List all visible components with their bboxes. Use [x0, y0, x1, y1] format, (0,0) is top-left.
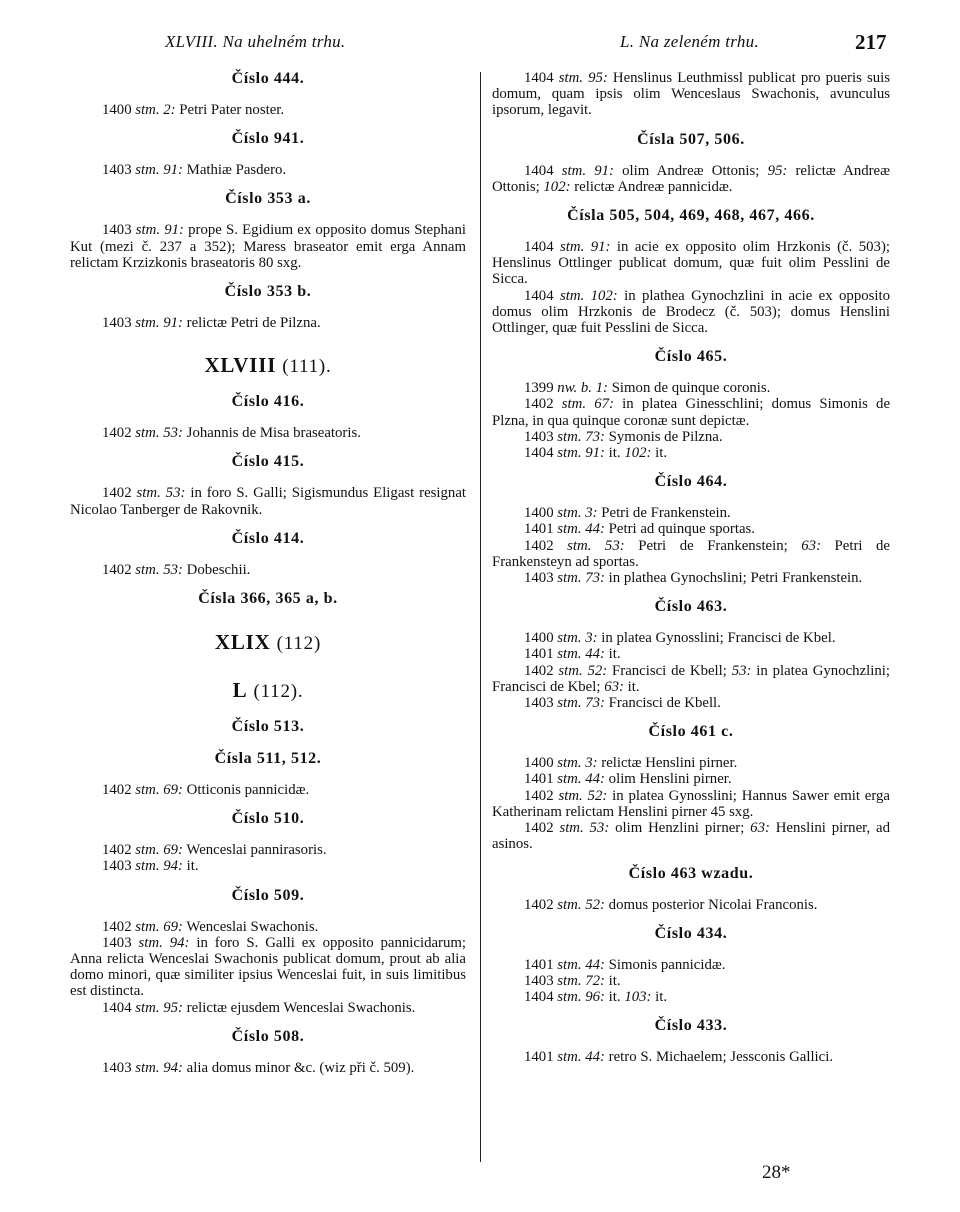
source-reference: stm. 91: [135, 315, 183, 332]
record-entry [492, 570, 890, 586]
record-entry [70, 1000, 466, 1016]
section-heading: Číslo 444. [231, 70, 305, 87]
entry-text: 1402 [102, 425, 136, 442]
entry-text: 1402 [102, 842, 136, 859]
source-reference: stm. 44: [557, 956, 605, 973]
source-reference: stm. 44: [557, 521, 605, 538]
source-reference: stm. 69: [135, 782, 183, 799]
entry-text: it. [651, 989, 668, 1006]
entry-text: Otticonis pannicidæ. [182, 782, 310, 799]
entry-text: relictæ Henslini pirner. [597, 755, 738, 772]
chapter-number: (112) [276, 633, 322, 655]
entry-text: olim Henzlini pirner; [609, 820, 751, 837]
source-reference: 102: [624, 445, 652, 462]
source-reference: stm. 91: [557, 445, 605, 462]
entry-text: relictæ Andreæ Ottonis; [492, 162, 890, 195]
record-entry [492, 646, 890, 662]
entry-text: in acie ex opposito olim Hrzkonis (č. 503); Henslinus Ottlinger publicat domum, quæ fuit olim Pesslini de Sicca. [492, 239, 890, 288]
entry-text: 1402 [524, 896, 558, 913]
entry-text: in plathea Gynochslini; Petri Frankenstein. [604, 570, 863, 587]
section-heading: Číslo 433. [654, 1017, 728, 1035]
entry-block [70, 919, 466, 1016]
entry-text: Johannis de Misa braseatoris. [182, 425, 361, 442]
entry-text: 1403 [102, 1059, 136, 1076]
chapter-heading [70, 678, 466, 704]
entry-text: olim Andreæ Ottonis; [613, 162, 768, 179]
entry-text: retro S. Michaelem; Jessconis Gallici. [604, 1049, 834, 1066]
entry-text: 1401 [524, 956, 558, 973]
source-reference: stm. 94: [138, 934, 190, 951]
entry-text: in platea Gynosslini; Francisci de Kbel. [597, 630, 836, 647]
running-header [0, 30, 960, 54]
entry-text: it. [182, 858, 199, 875]
record-entry [70, 858, 466, 874]
entry-block [492, 630, 890, 711]
record-entry [492, 429, 890, 445]
source-reference: stm. 94: [135, 858, 183, 875]
entry-text: relictæ Andreæ pannicidæ. [570, 178, 733, 195]
entry-block [492, 957, 890, 1006]
record-entry [492, 630, 890, 646]
record-entry [492, 989, 890, 1005]
record-entry [70, 315, 466, 331]
source-reference: nw. b. 1: [557, 380, 608, 397]
running-head-right: L. Na zeleném trhu. [620, 32, 760, 51]
source-reference: stm. 91: [135, 162, 183, 179]
entry-text: Petri de Frankensteyn ad sportas. [492, 537, 891, 570]
record-entry [70, 222, 466, 271]
chapter-roman-numeral: XLVIII [204, 353, 277, 378]
record-entry [492, 239, 890, 288]
section-heading: Číslo 434. [654, 924, 728, 942]
entry-text: 1401 [524, 521, 558, 538]
source-reference: stm. 3: [557, 755, 598, 772]
record-entry [492, 163, 890, 195]
entry-text: 1404 [524, 989, 558, 1006]
entry-text: in platea Gynosslini; Hannus Sawer emit erga Katherinam relictam Henslini pirner 45 sxg. [492, 787, 890, 820]
record-entry [70, 1060, 466, 1076]
entry-text: 1403 [524, 972, 558, 989]
entry-text: in foro S. Galli ex opposito pannicidarum; Anna relicta Wenceslai Swachonis publicat domum, prout ab alia domo minori, quæ similiter ipsius Wenceslai fuit, in suis limitibus est distincta. [70, 934, 466, 1000]
source-reference: stm. 44: [557, 646, 605, 663]
chapter-heading [70, 630, 466, 656]
entry-block [70, 485, 466, 517]
entry-block [70, 782, 466, 798]
chapter-heading [70, 353, 466, 379]
section-heading: Číslo 513. [231, 718, 305, 736]
record-entry [492, 788, 890, 820]
entry-text: Simon de quinque coronis. [608, 380, 771, 397]
entry-block [492, 755, 890, 852]
entry-text: 1402 [524, 537, 568, 554]
entry-text: in plathea Gynochzlini in acie ex opposito domus olim Hrzkonis de Brodecz (č. 503); domus Henslini Ottlinger, quæ fuit Pesslini de Sicca. [492, 287, 890, 337]
entry-text: Dobeschii. [182, 561, 251, 578]
entry-text: 1402 [102, 485, 137, 502]
entry-text: Wenceslai Swachonis. [182, 918, 319, 935]
section-heading: Číslo 416. [231, 393, 305, 411]
entry-block [70, 842, 466, 874]
entry-text: it. [604, 445, 625, 462]
running-head-left: XLVIII. Na uhelném trhu. [165, 32, 346, 51]
chapter-number: (112). [253, 681, 304, 703]
entry-text: in foro S. Galli; Sigismundus Eligast resignat Nicolao Tanberger de Rakovnik. [70, 485, 467, 518]
source-reference: 53: [731, 662, 752, 679]
entry-text: 1402 [102, 561, 136, 578]
entry-text: 1403 [102, 222, 136, 239]
record-entry [492, 695, 890, 711]
source-reference: stm. 52: [558, 662, 608, 679]
entry-text: it. [623, 678, 640, 695]
entry-text: 1403 [524, 570, 558, 587]
source-reference: stm. 53: [136, 485, 186, 502]
record-entry [70, 919, 466, 935]
source-reference: stm. 73: [557, 428, 605, 445]
section-heading: Číslo 464. [654, 473, 728, 491]
entry-text: it. [604, 989, 625, 1006]
section-heading: Čísla 505, 504, 469, 468, 467, 466. [567, 207, 815, 225]
source-reference: stm. 52: [558, 787, 608, 804]
entry-text: Mathiæ Pasdero. [182, 162, 287, 179]
entry-text: relictæ ejusdem Wenceslai Swachonis. [182, 999, 416, 1016]
source-reference: stm. 91: [560, 239, 611, 256]
entry-block [70, 102, 466, 118]
source-reference: stm. 3: [557, 505, 598, 522]
source-reference: stm. 73: [557, 570, 605, 587]
record-entry [70, 425, 466, 441]
source-reference: 103: [624, 989, 652, 1006]
left-column [70, 70, 466, 1088]
entry-text: 1402 [524, 396, 562, 413]
entry-block [492, 163, 890, 195]
entry-text: 1401 [524, 771, 558, 788]
entry-text: 1400 [524, 755, 558, 772]
page-number: 217 [855, 30, 887, 54]
entry-text: Petri de Frankenstein; [624, 537, 802, 554]
chapter-roman-numeral: XLIX [214, 630, 271, 655]
section-heading: Čísla 511, 512. [214, 750, 322, 768]
entry-text: 1401 [524, 1049, 558, 1066]
entry-text: prope S. Egidium ex opposito domus Stephani Kut (mezi č. 237 a 352); Maress braseator emit erga Annam relictam Krzizkonis braseatoris 80 sxg. [70, 222, 466, 271]
entry-text: Wenceslai pannirasoris. [182, 842, 327, 859]
section-heading: Číslo 461 c. [648, 723, 734, 741]
entry-text: alia domus minor &c. (wiz při č. 509). [182, 1059, 415, 1076]
chapter-number: (111). [282, 356, 332, 378]
source-reference: stm. 96: [557, 989, 605, 1006]
entry-text: 1401 [524, 646, 558, 663]
section-heading: Čísla 507, 506. [637, 130, 745, 148]
record-entry [492, 505, 890, 521]
source-reference: stm. 52: [557, 896, 605, 913]
entry-text: olim Henslini pirner. [604, 771, 732, 788]
entry-text: relictæ Petri de Pilzna. [182, 315, 321, 332]
source-reference: stm. 53: [567, 537, 625, 554]
source-reference: stm. 2: [135, 102, 176, 118]
entry-text: 1402 [524, 820, 560, 837]
entry-text: 1402 [524, 662, 559, 679]
source-reference: stm. 67: [561, 396, 614, 413]
entry-text: 1403 [102, 934, 139, 951]
source-reference: stm. 72: [557, 972, 605, 989]
section-heading: Číslo 463. [654, 598, 728, 616]
source-reference: stm. 44: [557, 771, 605, 788]
section-heading: Čísla 366, 365 a, b. [198, 590, 338, 608]
entry-text: 1403 [524, 428, 558, 445]
source-reference: stm. 69: [135, 842, 183, 859]
entry-block [492, 505, 890, 586]
entry-text: 1400 [524, 505, 558, 522]
source-reference: 63: [604, 678, 624, 695]
source-reference: stm. 53: [135, 425, 183, 442]
record-entry [492, 538, 890, 570]
section-heading: Číslo 463 wzadu. [628, 864, 754, 882]
entry-text: 1403 [102, 858, 136, 875]
entry-block [70, 562, 466, 578]
entry-text: Francisci de Kbell. [604, 695, 721, 712]
entry-block [492, 239, 890, 336]
source-reference: stm. 73: [557, 695, 605, 712]
section-heading: Číslo 465. [654, 348, 728, 366]
entry-text: Petri de Frankenstein. [597, 505, 731, 522]
record-entry [70, 842, 466, 858]
entry-block [70, 315, 466, 331]
record-entry [70, 102, 466, 118]
source-reference: stm. 69: [135, 918, 183, 935]
record-entry [492, 521, 890, 537]
record-entry [70, 562, 466, 578]
entry-text: Henslinus Leuthmissl publicat pro pueris suis domum, quam ipsis olim Wenceslaus Swachonis, avunculus ipsorum, legavit. [492, 70, 890, 119]
section-heading: Číslo 508. [231, 1027, 305, 1045]
entry-text: it. [604, 646, 621, 663]
record-entry [70, 782, 466, 798]
record-entry [492, 1049, 890, 1065]
entry-block [70, 162, 466, 178]
entry-text: 1403 [102, 315, 136, 332]
record-entry [492, 973, 890, 989]
record-entry [492, 396, 890, 428]
entry-text: in platea Gynochzlini; Francisci de Kbel; [492, 662, 890, 695]
entry-text: Symonis de Pilzna. [604, 428, 723, 445]
entry-text: 1402 [102, 918, 136, 935]
entry-text: 1404 [102, 999, 136, 1016]
entry-text: it. [651, 445, 668, 462]
column-divider [480, 72, 481, 1162]
record-entry [492, 380, 890, 396]
entry-text: it. [604, 972, 621, 989]
record-entry [492, 70, 890, 119]
record-entry [492, 663, 890, 695]
record-entry [492, 771, 890, 787]
section-heading: Číslo 509. [231, 886, 305, 904]
record-entry [492, 897, 890, 913]
entry-text: 1404 [524, 162, 562, 179]
source-reference: 95: [767, 162, 788, 179]
entry-text: 1403 [524, 695, 558, 712]
entry-block [492, 70, 890, 119]
source-reference: stm. 44: [557, 1049, 605, 1066]
entry-text: Petri ad quinque sportas. [604, 521, 755, 538]
section-heading: Číslo 414. [231, 529, 305, 547]
entry-text: Petri Pater noster. [175, 102, 285, 118]
record-entry [70, 485, 466, 517]
entry-block [70, 425, 466, 441]
entry-text: 1399 [524, 380, 558, 397]
source-reference: stm. 91: [561, 162, 614, 179]
entry-text: Francisci de Kbell; [607, 662, 732, 679]
entry-block [70, 222, 466, 271]
record-entry [70, 162, 466, 178]
section-heading: Číslo 941. [231, 130, 305, 148]
source-reference: stm. 95: [135, 999, 183, 1016]
entry-block [492, 1049, 890, 1065]
section-heading: Číslo 353 b. [224, 283, 312, 301]
source-reference: 102: [543, 178, 571, 195]
entry-text: 1404 [524, 70, 559, 86]
record-entry [492, 288, 890, 337]
entry-text: domus posterior Nicolai Franconis. [604, 896, 818, 913]
entry-text: 1404 [524, 287, 560, 304]
entry-text: 1404 [524, 445, 558, 462]
entry-text: 1402 [524, 787, 559, 804]
source-reference: 63: [750, 820, 770, 837]
entry-block [492, 897, 890, 913]
entry-block [492, 380, 890, 461]
source-reference: stm. 95: [558, 70, 608, 86]
section-heading: Číslo 353 a. [225, 190, 311, 208]
signature-mark: 28* [762, 1162, 791, 1183]
entry-text: 1403 [102, 162, 136, 179]
record-entry [492, 957, 890, 973]
source-reference: 63: [801, 537, 822, 554]
entry-text: Simonis pannicidæ. [604, 956, 726, 973]
record-entry [492, 755, 890, 771]
record-entry [492, 820, 890, 852]
source-reference: stm. 3: [557, 630, 598, 647]
section-heading: Číslo 510. [231, 810, 305, 828]
source-reference: stm. 91: [135, 222, 184, 239]
chapter-roman-numeral: L [232, 678, 248, 703]
entry-text: 1402 [102, 782, 136, 799]
record-entry [70, 935, 466, 1000]
section-heading: Číslo 415. [231, 453, 305, 471]
source-reference: stm. 53: [135, 561, 183, 578]
entry-text: 1404 [524, 239, 561, 256]
source-reference: stm. 94: [135, 1059, 183, 1076]
record-entry [492, 445, 890, 461]
entry-text: in platea Ginesschlini; domus Simonis de Plzna, in qua quinque coronæ sunt depictæ. [492, 396, 891, 429]
entry-block [70, 1060, 466, 1076]
entry-text: 1400 [524, 630, 558, 647]
entry-text: 1400 [102, 102, 136, 118]
source-reference: stm. 102: [559, 287, 618, 304]
entry-text: Henslini pirner, ad asinos. [492, 820, 890, 853]
right-column [492, 70, 890, 1078]
source-reference: stm. 53: [559, 820, 610, 837]
